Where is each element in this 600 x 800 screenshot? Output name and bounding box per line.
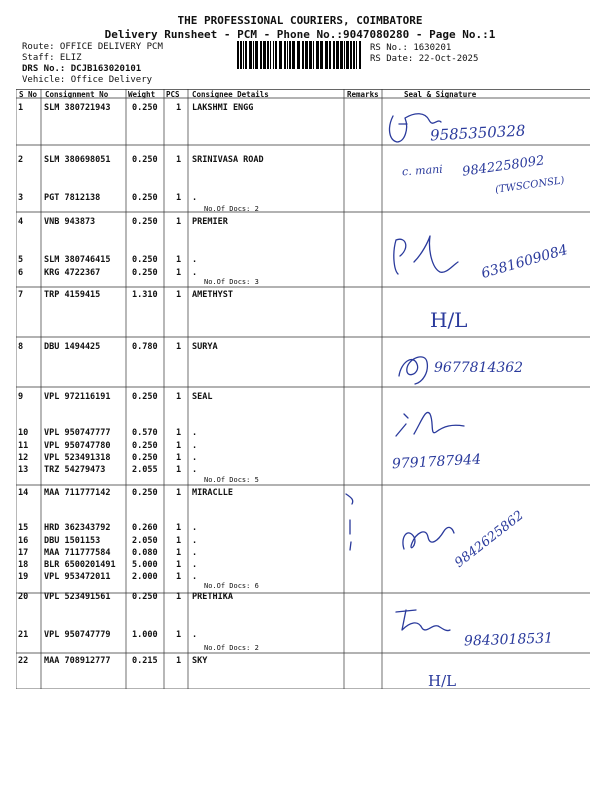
row-consignment-no: SLM 380698051 [44,155,111,165]
row-consignment-no: VPL 953472011 [44,572,111,582]
row-weight: 0.250 [132,453,158,463]
signature-4 [388,232,468,278]
row-pcs: 1 [176,523,182,533]
row-weight: 2.000 [132,572,158,582]
signature-8 [395,346,435,386]
row-consignee: LAKSHMI ENGG [192,103,254,113]
row-pcs: 1 [176,103,182,113]
row-sno: 8 [18,342,24,352]
row-weight: 0.215 [132,656,158,666]
row-weight: 0.250 [132,255,158,265]
row-sno: 20 [18,592,29,602]
row-consignment-no: VNB 943873 [44,217,96,227]
row-weight: 1.000 [132,630,158,640]
row-consignee: . [192,453,198,463]
row-weight: 0.250 [132,103,158,113]
row-consignment-no: SLM 380721943 [44,103,111,113]
row-consignment-no: MAA 711777584 [44,548,111,558]
row-weight: 0.250 [132,193,158,203]
row-weight: 5.000 [132,560,158,570]
runsheet-subtitle: Delivery Runsheet - PCM - Phone No.:9047080280 - Page No.:1 [104,28,496,41]
row-pcs: 1 [176,268,182,278]
col-consignee: Consignee Details [192,90,269,99]
signature-8-phone: 9677814362 [434,360,524,376]
row-consignee: . [192,465,198,475]
row-sno: 3 [18,193,24,203]
row-consignment-no: VPL 950747780 [44,441,111,451]
row-pcs: 1 [176,342,182,352]
row-consignee: SEAL [192,392,213,402]
row-weight: 0.250 [132,441,158,451]
row-weight: 0.250 [132,268,158,278]
row-pcs: 1 [176,441,182,451]
row-consignment-no: HRD 362343792 [44,523,111,533]
row-consignee: PREMIER [192,217,228,227]
col-sno: S No [19,90,38,99]
row-pcs: 1 [176,428,182,438]
row-sno: 22 [18,656,29,666]
row-consignee: PRETHIKA [192,592,233,602]
row-pcs: 1 [176,155,182,165]
vehicle: Vehicle: Office Delivery [22,75,153,85]
barcode [237,41,365,69]
row-consignment-no: MAA 708912777 [44,656,111,666]
row-consignee: MIRACLLE [192,488,233,498]
signature-2-name: c. mani [401,162,444,179]
signature-9 [392,404,472,444]
signature-20-phone: 9843018531 [463,630,554,650]
signature-1-phone: 9585350328 [429,121,526,145]
row-consignee: . [192,523,198,533]
row-sno: 21 [18,630,29,640]
row-consignment-no: DBU 1501153 [44,536,101,546]
row-consignment-no: TRZ 54279473 [44,465,106,475]
signature-14 [398,515,458,561]
row-sno: 14 [18,488,29,498]
col-remarks: Remarks [347,90,379,99]
signature-2-note: (TWSCONSL) [494,175,566,196]
row-docs-count: No.Of Docs: 2 [204,205,259,213]
row-docs-count: No.Of Docs: 6 [204,582,259,590]
row-pcs: 1 [176,572,182,582]
row-pcs: 1 [176,290,182,300]
row-pcs: 1 [176,656,182,666]
row-pcs: 1 [176,465,182,475]
row-consignment-no: KRG 4722367 [44,268,101,278]
row-weight: 0.250 [132,592,158,602]
row-sno: 17 [18,548,29,558]
company-title: THE PROFESSIONAL COURIERS, COIMBATORE [177,14,423,27]
row-pcs: 1 [176,630,182,640]
signature-2-phone: 9842258092 [461,153,546,180]
row-sno: 5 [18,255,24,265]
row-sno: 19 [18,572,29,582]
row-sno: 2 [18,155,24,165]
row-consignee: . [192,441,198,451]
row-weight: 0.570 [132,428,158,438]
row-pcs: 1 [176,453,182,463]
row-sno: 12 [18,453,29,463]
row-sno: 6 [18,268,24,278]
row-consignment-no: MAA 711777142 [44,488,111,498]
row-consignment-no: VPL 950747777 [44,428,111,438]
row-sno: 1 [18,103,24,113]
row-consignment-no: VPL 523491318 [44,453,111,463]
row-weight: 2.055 [132,465,158,475]
row-sno: 7 [18,290,24,300]
row-pcs: 1 [176,536,182,546]
row-consignment-no: DBU 1494425 [44,342,101,352]
row-pcs: 1 [176,560,182,570]
row-sno: 10 [18,428,29,438]
row-weight: 0.080 [132,548,158,558]
row-consignment-no: PGT 7812138 [44,193,101,203]
row-consignee: AMETHYST [192,290,233,300]
signature-7: H/L [430,308,468,332]
row-sno: 4 [18,217,24,227]
row-consignment-no: VPL 950747779 [44,630,111,640]
row-weight: 0.780 [132,342,158,352]
row-sno: 13 [18,465,29,475]
row-consignee: . [192,572,198,582]
row-weight: 0.250 [132,488,158,498]
staff: Staff: ELIZ [22,53,82,63]
col-consignment: Consignment No [45,90,109,99]
row-weight: 0.260 [132,523,158,533]
row-consignee: . [192,536,198,546]
row-consignee: . [192,630,198,640]
row-pcs: 1 [176,217,182,227]
row-consignee: . [192,548,198,558]
row-sno: 16 [18,536,29,546]
col-seal-signature: Seal & Signature [404,90,477,99]
row-sno: 18 [18,560,29,570]
row-consignee: . [192,268,198,278]
row-consignee: . [192,560,198,570]
pen-mark [342,490,362,560]
row-consignment-no: SLM 380746415 [44,255,111,265]
row-sno: 9 [18,392,24,402]
row-pcs: 1 [176,488,182,498]
row-weight: 0.250 [132,217,158,227]
row-pcs: 1 [176,193,182,203]
row-weight: 2.050 [132,536,158,546]
row-consignment-no: VPL 523491561 [44,592,111,602]
row-docs-count: No.Of Docs: 5 [204,476,259,484]
signature-4-phone: 6381609084 [479,242,570,282]
rs-date: RS Date: 22-Oct-2025 [370,54,479,64]
row-sno: 15 [18,523,29,533]
row-pcs: 1 [176,255,182,265]
row-consignee: . [192,255,198,265]
row-consignment-no: BLR 6500201491 [44,560,116,570]
signature-14-phone: 9842625862 [452,508,527,571]
signature-9-phone: 9791787944 [391,451,482,473]
route: Route: OFFICE DELIVERY PCM [22,42,163,52]
row-docs-count: No.Of Docs: 2 [204,644,259,652]
row-docs-count: No.Of Docs: 3 [204,278,259,286]
row-consignee: SRINIVASA ROAD [192,155,264,165]
row-consignee: SKY [192,656,208,666]
row-consignment-no: VPL 972116191 [44,392,111,402]
row-weight: 0.250 [132,155,158,165]
row-weight: 0.250 [132,392,158,402]
signature-22: H/L [428,672,457,690]
row-sno: 11 [18,441,29,451]
col-weight: Weight [128,90,156,99]
rs-number: RS No.: 1630201 [370,43,452,53]
row-weight: 1.310 [132,290,158,300]
drs-number: DRS No.: DCJB163020101 [22,64,142,74]
row-consignment-no: TRP 4159415 [44,290,101,300]
row-consignee: . [192,193,198,203]
row-pcs: 1 [176,548,182,558]
row-consignee: SURYA [192,342,218,352]
col-pcs: PCS [166,90,180,99]
row-consignee: . [192,428,198,438]
row-pcs: 1 [176,592,182,602]
signature-20 [392,602,452,642]
row-pcs: 1 [176,392,182,402]
